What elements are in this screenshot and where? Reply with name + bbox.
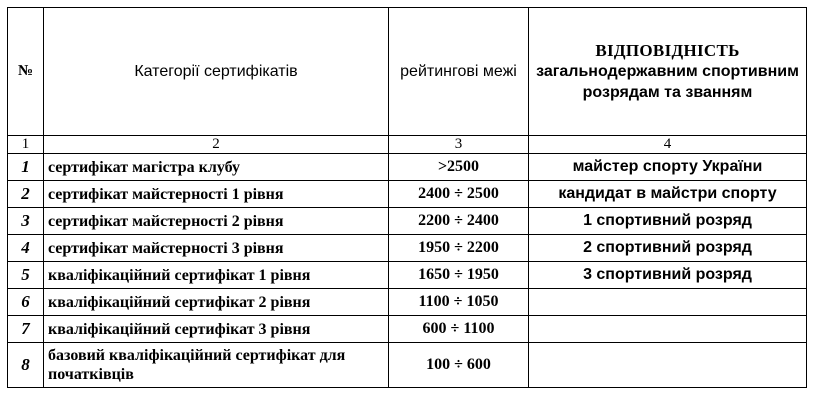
column-number: 3 bbox=[389, 136, 529, 154]
table-row bbox=[8, 289, 807, 316]
sport-rank bbox=[529, 316, 807, 343]
row-number: 4 bbox=[8, 235, 44, 262]
column-number: 1 bbox=[8, 136, 44, 154]
row-number: 7 bbox=[8, 316, 44, 343]
certificate-name: кваліфікаційний сертифікат 1 рівня bbox=[44, 262, 389, 289]
table-row bbox=[8, 316, 807, 343]
header-correspondence-subtitle: загальнодержавним спортивним розрядам та званням bbox=[536, 63, 799, 101]
sport-rank: кандидат в майстри спорту bbox=[529, 181, 807, 208]
row-number: 8 bbox=[8, 343, 44, 388]
certificate-name: сертифікат магістра клубу bbox=[44, 154, 389, 181]
rating-limits: >2500 bbox=[389, 154, 529, 181]
table-row bbox=[8, 181, 807, 208]
rating-limits: 1650 ÷ 1950 bbox=[389, 262, 529, 289]
rating-limits: 600 ÷ 1100 bbox=[389, 316, 529, 343]
row-number: 3 bbox=[8, 208, 44, 235]
certificate-name: сертифікат майстерності 2 рівня bbox=[44, 208, 389, 235]
rating-limits: 2200 ÷ 2400 bbox=[389, 208, 529, 235]
column-number-row bbox=[8, 136, 807, 154]
sport-rank: 3 спортивний розряд bbox=[529, 262, 807, 289]
rating-limits: 1100 ÷ 1050 bbox=[389, 289, 529, 316]
row-number: 5 bbox=[8, 262, 44, 289]
sport-rank bbox=[529, 343, 807, 388]
certificate-name: кваліфікаційний сертифікат 2 рівня bbox=[44, 289, 389, 316]
table-row bbox=[8, 262, 807, 289]
table-row bbox=[8, 208, 807, 235]
sport-rank bbox=[529, 289, 807, 316]
header-correspondence bbox=[529, 8, 807, 136]
sport-rank: 1 спортивний розряд bbox=[529, 208, 807, 235]
row-number: 2 bbox=[8, 181, 44, 208]
header-row bbox=[8, 8, 807, 136]
table-row bbox=[8, 154, 807, 181]
certificate-name: сертифікат майстерності 1 рівня bbox=[44, 181, 389, 208]
row-number: 1 bbox=[8, 154, 44, 181]
certificate-table bbox=[7, 7, 807, 388]
sport-rank: 2 спортивний розряд bbox=[529, 235, 807, 262]
rating-limits: 1950 ÷ 2200 bbox=[389, 235, 529, 262]
header-limits: рейтингові межі bbox=[389, 8, 529, 136]
table-row bbox=[8, 343, 807, 388]
certificate-name: сертифікат майстерності 3 рівня bbox=[44, 235, 389, 262]
sport-rank: майстер спорту України bbox=[529, 154, 807, 181]
column-number: 2 bbox=[44, 136, 389, 154]
table-row bbox=[8, 235, 807, 262]
rating-limits: 2400 ÷ 2500 bbox=[389, 181, 529, 208]
certificate-name: кваліфікаційний сертифікат 3 рівня bbox=[44, 316, 389, 343]
column-number: 4 bbox=[529, 136, 807, 154]
header-number: № bbox=[8, 8, 44, 136]
header-category: Категорії сертифікатів bbox=[44, 8, 389, 136]
certificate-name: базовий кваліфікаційний сертифікат для початківців bbox=[44, 343, 389, 388]
row-number: 6 bbox=[8, 289, 44, 316]
rating-limits: 100 ÷ 600 bbox=[389, 343, 529, 388]
header-correspondence-title: ВІДПОВІДНІСТЬ bbox=[595, 41, 740, 60]
